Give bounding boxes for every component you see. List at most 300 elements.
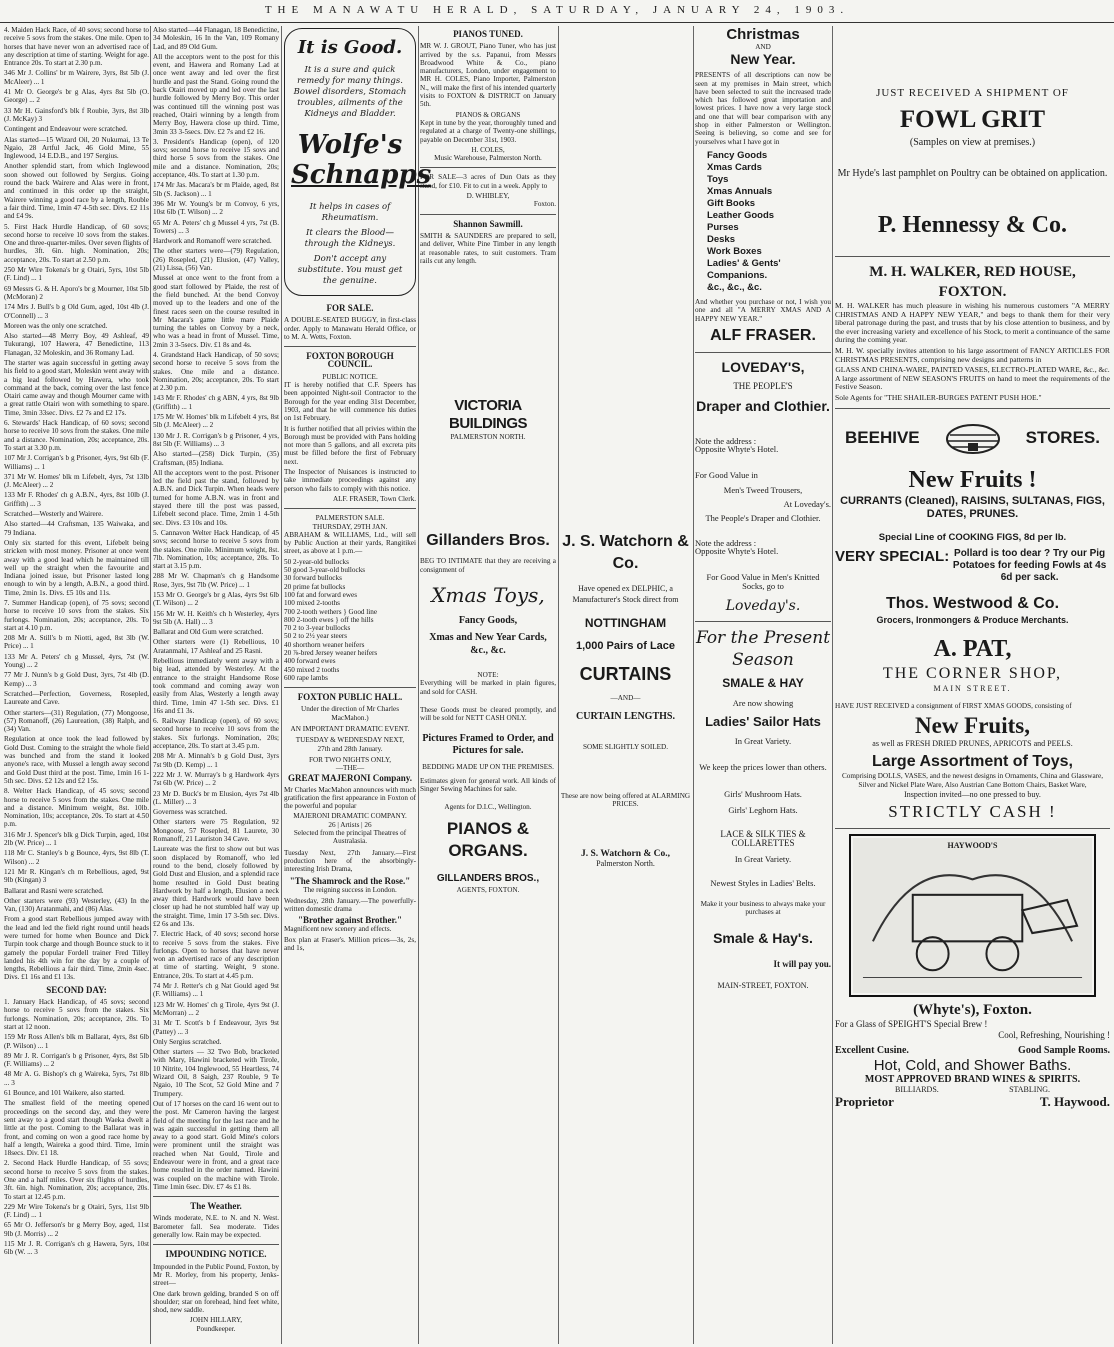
race-paragraph: 208 Mr A. Minnah's b g Gold Dust, 3yrs 7st 9lb (D. Kemp) ... 1: [153, 752, 279, 769]
haywood-coach-illustration: [849, 834, 1096, 997]
gillanders-bedding: BEDDING MADE UP ON THE PREMISES.: [422, 762, 554, 771]
walker-body-2: M. H. W. specially invites attention to his large assortment of FANCY ARTICLES FOR CHRISTMAS PRESENTS, comprising new designs and patterns in: [835, 345, 1110, 364]
stock-item: 50 good 3-year-old bullocks: [284, 566, 366, 575]
stock-item: 70 2 to 3-year bullocks: [284, 624, 351, 633]
race-paragraph: Hardwork and Romanoff were scratched.: [153, 237, 272, 246]
a-pat: A. PAT,: [933, 635, 1012, 662]
lovedays-opposite-2: Opposite Whyte's Hotel.: [695, 545, 779, 556]
stock-item: 100 mixed 2-tooths: [284, 599, 340, 608]
race-paragraph: 74 Mr J. Retter's ch g Nat Gould aged 9st (F. Williams) ... 1: [153, 982, 279, 999]
walker-glass: GLASS AND CHINA-WARE, PAINTED VASES, ELECTRO-PLATED WARE, &c., &c.: [835, 365, 1110, 375]
stock-item: 700 2-tooth wethers } Good line: [284, 607, 378, 616]
race-paragraph: 7. Electric Hack, of 40 sovs; second horse to receive 5 sovs from the stakes. Five furlongs. Open to horses that have never won an advertised race of any description at time of starting. Weight, 9 stone. Entrance, 20s. To start at 4.45 p.m.: [153, 930, 279, 980]
goods-item: Gift Books: [707, 197, 756, 209]
watchorn-title: J. S. Watchorn & Co.: [562, 533, 689, 572]
smale-name-2: Smale & Hay's.: [713, 930, 813, 947]
watchorn-soiled: SOME SLIGHTLY SOILED.: [582, 743, 669, 752]
divider: [835, 408, 1110, 409]
gillanders-cash: These Goods must be cleared promptly, and will be sold for NETT CASH ONLY.: [420, 705, 556, 723]
corner-shop: THE CORNER SHOP,: [882, 664, 1063, 682]
notice-text: The Inspector of Nuisances is instructed to take immediate proceedings against any person who fails to comply with this notice.: [284, 468, 416, 493]
gillanders-estimates: Estimates given for general work. All kinds of Singer Sewing Machines for sale.: [420, 776, 556, 794]
race-paragraph: 229 Mr Wire Tokena's br g Otairi, 5yrs, 11st 9lb (F. Lind) ... 1: [4, 1202, 149, 1220]
smale-belts: Newest Styles in Ladies' Belts.: [710, 878, 816, 889]
watchorn-pairs: 1,000 Pairs of Lace: [575, 640, 676, 652]
stock-item: 40 shorthorn weaner heifers: [284, 640, 365, 649]
smale-showing: Are now showing: [732, 697, 794, 708]
smale-leghorn: Girls' Leghorn Hats.: [728, 805, 798, 816]
race-paragraph: 156 Mr W. H. Keith's ch h Westerley, 4yrs 9st 5lb (A. Hall) ... 3: [153, 609, 279, 626]
gillanders-note-text: Everything will be marked in plain figures, and sold for CASH.: [420, 679, 556, 696]
race-paragraph: Other starters — 32 Two Bob, bracketed with Mary, Hawini bracketed with Tirole, 10 Nitrite, 104 Inglewood, 55 Heartless, 74 Wizard Oil, 8 Saigh, 237 Rouble, 9 Te Ngaio, 10 The Scot, 52 Gold Mine and 7 Trumpery.: [153, 1048, 279, 1098]
smale-lace: LACE & SILK TIES & COLLARETTES: [720, 829, 806, 848]
race-results-day-one: [4, 26, 149, 982]
lovedays-trousers: Men's Tweed Trousers,: [723, 484, 803, 495]
goods-item: Desks: [707, 233, 735, 245]
race-paragraph: All the acceptors went to the post. Prisoner led the field past the stand, followed by A.B.N. and Dick Turpin. When heads were turned for home A.B.N. was in front and stayed there till the post was passed, Lifebelt second place. Time, 2min 1 4-5th sec. Divs. £3 10s and 10s.: [153, 468, 279, 527]
race-paragraph: Scratched—Perfection, Governess, Rosepled, Laureate and Cave.: [4, 689, 149, 707]
stock-item: 30 forward bullocks: [284, 574, 342, 583]
poundkeeper-name: JOHN HILLARY,: [189, 1316, 243, 1325]
stock-item: 600 rape lambs: [284, 673, 328, 682]
race-paragraph: 159 Mr Ross Allen's blk m Ballarat, 4yrs, 8st 6lb (P. Wilson) ... 1: [4, 1033, 149, 1050]
oats-sale: FOR SALE—3 acres of Dun Oats as they stand, for £10. Fit to cut in a week. Apply to: [420, 173, 556, 190]
hall-wednesday: Wednesday, 28th January.—The powerfully-written domestic drama: [284, 896, 416, 914]
hall-london: The reigning success in London.: [303, 885, 397, 894]
stock-item: 400 forward ewes: [284, 657, 336, 666]
race-paragraph: 4. Maiden Hack Race, of 40 sovs; second horse to receive 5 sovs from the stakes. One mile. Open to horses that have never won an advertised race of any description at time of starting. Weight for age. Entrance 20s. To start at 2.30 p.m.: [4, 26, 149, 68]
cuisine-row: [835, 1047, 1110, 1055]
haywoods-sign: HAYWOOD'S: [947, 841, 998, 851]
hall-dates-2: 27th and 28th January.: [317, 744, 383, 753]
race-paragraph: 115 Mr J. R. Corrigan's ch g Hawera, 5yrs, 10st 6lb (W. ... 3: [4, 1240, 149, 1257]
race-paragraph: 346 Mr J. Collins' br m Wairere, 3yrs, 8st 5lb (J. McAleer) ... 1: [4, 69, 149, 86]
hennessy: P. Hennessy & Co.: [877, 212, 1068, 238]
hall-company-2: MAJERONI DRAMATIC COMPANY.: [293, 812, 407, 821]
speights: For a Glass of SPEIGHT'S Special Brew !: [835, 1019, 988, 1030]
westwood-grocers: Grocers, Ironmongers & Produce Merchants.: [876, 614, 1069, 625]
smale-variety-2: In Great Variety.: [734, 853, 792, 864]
hall-nights: FOR TWO NIGHTS ONLY,: [308, 755, 392, 764]
gillanders-pianos: PIANOS & ORGANS.: [446, 818, 530, 860]
impounding-heading: IMPOUNDING NOTICE.: [165, 1249, 267, 1260]
race-paragraph: Only Sergius scratched.: [153, 1037, 222, 1046]
watchorn-column: [560, 26, 691, 1344]
pianos-text-2: Kept in tune by the year, thoroughly tuned and regulated at a charge of Twenty-one shillings, payable on December 31st, 1903.: [420, 118, 556, 144]
sale-heading: PALMERSTON SALE.: [315, 514, 385, 523]
race-results-continued: [153, 26, 279, 1191]
christmas-newyear: New Year.: [730, 51, 796, 68]
race-paragraph: Moreen was the only one scratched.: [4, 321, 108, 330]
goods-item: Leather Goods: [707, 209, 775, 221]
race-paragraph: 5. Cannavon Welter Hack Handicap, of 45 sovs; second horse to receive 5 sovs from the stakes. One mile. Minimum weight, 8st. 7lb. Nomination, 10s; acceptance, 20s. To start at 3.15 p.m.: [153, 528, 279, 571]
race-paragraph: 69 Messrs G. & H. Aporo's br g Mourner, 10st 5lb (McMoran) 2: [4, 284, 149, 301]
divider: [284, 687, 416, 688]
spacer: [420, 441, 556, 531]
lovedays-note: Note the address :: [695, 435, 757, 446]
goods-item: Xmas Annuals: [707, 185, 773, 197]
race-paragraph: 61 Bounce, and 101 Waikere, also started.: [4, 1089, 125, 1098]
hall-body: Mr Charles MacMahon announces with much gratification the first appearance in Foxton of the powerful and popular: [284, 785, 416, 811]
fowl-grit: FOWL GRIT: [899, 106, 1046, 133]
for-sale-text: A DOUBLE-SEATED BUGGY, in first-class order. Apply to Manawatu Herald Office, or to M. A. Wetts, Foxton.: [284, 316, 416, 341]
goods-item: Xmas Cards: [707, 161, 762, 173]
divider: [420, 167, 556, 168]
oats-town: Foxton.: [533, 200, 556, 209]
hall-selected: Selected from the principal Theatres of Australasia.: [293, 829, 407, 846]
proprietor-row: [835, 1094, 1110, 1110]
fowl-grit-samples: (Samples on view at premises.): [909, 137, 1036, 148]
race-paragraph: The other starters were—(79) Regulation, (26) Rosepled, (21) Elusion, (47) Valley, (21) Lissa, (56) Van.: [153, 247, 279, 273]
race-results-column-2: [153, 26, 279, 1344]
race-paragraph: 371 Mr W. Homes' blk m Lifebelt, 4yrs, 7st 13lb (J. McAleer) ... 2: [4, 472, 149, 490]
stock-item: 20 prime fat bullocks: [284, 582, 346, 591]
race-paragraph: 175 Mr W. Homes' blk m Lifebelt 4 yrs, 8st 5lb (J. McAleer) ... 2: [153, 413, 279, 430]
race-paragraph: Also started—44 Craftsman, 135 Waiwaka, and 79 Indiana.: [4, 520, 149, 537]
beehive-left: BEEHIVE: [845, 427, 920, 447]
proprietor-label: Proprietor: [835, 1094, 894, 1110]
spacer: [560, 26, 691, 531]
race-paragraph: 153 Mr O. George's br g Alas, 4yrs 9st 6lb (T. Wilson) ... 2: [153, 591, 279, 608]
race-paragraph: All the acceptors went to the post for this event, and Hawera and Romany Lad at once went away and led over the first hurdle and past the Stand. Going round the back Otairi moved up and led over the last hurdle followed by Merry Boy. This order was continued till the winning post was reached, Otairi winning by a length from Merry Boy, Hawera close up third. Time, 3min 33 3-5secs. Div. £2 7s and £2 16.: [153, 52, 279, 136]
race-paragraph: 174 Mr Jas. Macara's br m Plaide, aged, 8st 5lb (S. Jackson) ... 1: [153, 181, 279, 198]
race-paragraph: 250 Mr Wire Tokena's br g Otairi, 5yrs, 10st 5lb (F. Lind) ... 1: [4, 266, 149, 283]
pianos-address: Music Warehouse, Palmerston North.: [434, 154, 542, 163]
proprietor-name: T. Haywood.: [1039, 1094, 1110, 1110]
coach-icon: [853, 838, 1092, 993]
race-results-day-two: [4, 998, 149, 1257]
beehive-right: STORES.: [1025, 427, 1100, 447]
masthead: THE MANAWATU HERALD, SATURDAY, JANUARY 24, 1903.: [264, 4, 850, 16]
alf-fraser: ALF FRASER.: [710, 326, 816, 344]
walker-agents: Sole Agents for "THE SHAILER-BURGES PATENT PUSH HOE.": [835, 392, 1042, 402]
race-paragraph: 121 Mr R. Kingan's ch m Rebellious, aged, 9st 9lb (Kingan) 3: [4, 867, 149, 885]
race-paragraph: 133 Mr F. Rhodes' ch g A.B.N., 4yrs, 8st 10lb (J. Griffith) ... 3: [4, 491, 149, 508]
sale-date: THURSDAY, 29TH JAN.: [312, 522, 388, 531]
lovedays-people: THE PEOPLE'S: [733, 380, 793, 391]
race-paragraph: Other starters—(31) Regulation, (77) Mongoose, (57) Romanoff, (26) Laureation, (38) Ralph, and (34) Van.: [4, 708, 149, 734]
race-paragraph: 107 Mr J. Corrigan's b g Prisoner, 4yrs, 9st 6lb (F. Williams) ... 1: [4, 454, 149, 471]
sale-text: ABRAHAM & WILLIAMS, Ltd., will sell by Public Auction at their yards, Rangitikei street, as above at 1 p.m.—: [284, 530, 416, 556]
gillanders-name: GILLANDERS BROS.,: [436, 872, 540, 884]
pollard-text: Pollard is too dear ? Try our Pig Potatoes for feeding Fowls at 4s 6d per sack.: [952, 547, 1107, 583]
race-paragraph: The smallest field of the meeting opened proceedings on the second day, and they were sent away to a good start though Waeka dwelt a little at the post. Coming to the Ballarat was in front, and coming on won a good race home by half a length, Waireka a good third. Time, 1min 18secs. Div. £1 18.: [4, 1099, 149, 1158]
gillanders-cards: Xmas and New Year Cards, &c., &c.: [429, 632, 547, 657]
smale-hats: Ladies' Sailor Hats: [705, 714, 821, 730]
gillanders-pictures: Pictures Framed to Order, and Pictures for sale.: [422, 732, 554, 756]
stock-item: 50 2 to 2½ year steers: [284, 632, 348, 641]
hall-box-plan: Box plan at Fraser's. Million prices—3s, 2s, and 1s,: [284, 935, 416, 952]
cuisine: Excellent Cusine.: [835, 1045, 909, 1057]
column-rule: [418, 26, 419, 1344]
race-paragraph: Rebellious immediately went away with a big lead, attended by Westerley. At the entrance to the straight Handsome Rose took command and coming away won easily from Alas, Westerly a length away third. Time, 1min 47 1-5th sec. Divs. £1 16s and £1 3s.: [153, 657, 279, 715]
christmas-body: PRESENTS of all descriptions can now be seen at my premises in Main street, which have been selected to suit the increased trade which has followed great importation and lowest prices. I have now a very large stock and one that will bear comparison with any shop in either Palmerston or Wellington. Seeing is believing, so come and see for yourselves what I have got in: [695, 71, 831, 146]
goods-item: Toys: [707, 173, 729, 185]
oats-name: D. WHIBLEY,: [466, 192, 510, 201]
hyde-pamphlet: Mr Hyde's last pamphlet on Poultry can be obtained on application.: [837, 168, 1108, 179]
notice-heading: PUBLIC NOTICE.: [322, 372, 378, 381]
race-paragraph: 33 Mr H. Gainsford's blk f Roubie, 3yrs, 8st 3lb (J. McKay) 3: [4, 106, 149, 123]
race-paragraph: 6. Railway Handicap (open), of 60 sovs; second horse to receive 10 sovs from the stakes. Six furlongs. Nomination, 20s; acceptance, 20s. To start at 3.45 p.m.: [153, 717, 279, 751]
goods-item: Work Boxes: [707, 245, 762, 257]
victoria-town: PALMERSTON NORTH.: [450, 433, 526, 442]
watchorn-nottingham: NOTTINGHAM: [584, 616, 667, 630]
council-heading: FOXTON BOROUGH COUNCIL.: [306, 351, 394, 370]
gillanders-fancy: Fancy Goods,: [458, 615, 518, 627]
lovedays-go: Loveday's.: [725, 597, 801, 614]
stock-item: 800 2-tooth ewes } off the hills: [284, 615, 374, 624]
race-paragraph: Contingent and Endeavour were scratched.: [4, 125, 128, 134]
race-paragraph: 7. Summer Handicap (open), of 75 sovs; second horse to receive 10 sovs from the stakes. Six furlongs. Nomination, 20s; acceptance, 20s. To start at 4.10 p.m.: [4, 599, 149, 632]
new-fruits-2: New Fruits,: [915, 713, 1030, 739]
sample-rooms: Good Sample Rooms.: [1018, 1045, 1110, 1057]
gillanders-agents: Agents for D.I.C., Wellington.: [444, 803, 532, 812]
gillanders-title: Gillanders Bros.: [426, 532, 550, 550]
hall-artists: 26 | Artists | 26: [328, 820, 372, 829]
race-paragraph: 2. Second Hack Hurdle Handicap, of 55 sovs; second horse to receive 5 sovs from the stakes. One and a half miles. Over six flights of hurdles, 3ft. 6in. high. Nomination, 20s; acceptance, 20s. To start at 12.45 p.m.: [4, 1159, 149, 1201]
column-rule: [693, 26, 694, 1344]
race-paragraph: From a good start Rebellious jumped away with the lead and led the field right round until heads were turned for home when Bounce and Dick Turpin took charge and though Bounce stuck to it gamely the popular Fordell trainer Fred Tilley landed his 4th win for the day by a couple of lengths, Rebellious a fair third. Time, 2min 4sec. Divs. £1 16s and £1 13s.: [4, 915, 149, 982]
race-paragraph: 143 Mr F. Rhodes' ch g ABN, 4 yrs, 8st 9lb (Griffith) ... 1: [153, 394, 279, 411]
cool-refreshing: Cool, Refreshing, Nourishing !: [998, 1030, 1110, 1041]
christmas-and: AND: [755, 43, 771, 51]
watchorn-curtains: CURTAINS: [579, 664, 672, 684]
race-paragraph: Regulation at once took the lead followed by Gold Dust. Coming to the straight the whole field was bunched and from the stand it looked anyone's race, with Mussel a length away second and Gold Dust third at the post. Time, 1min 16 1-5th sec. Divs. £2 12s and £2 15s.: [4, 735, 149, 785]
smale-for-the-present: For the Present: [695, 627, 831, 648]
ad-headline: It is Good.: [297, 37, 403, 58]
sawmill-heading: Shannon Sawmill.: [453, 218, 523, 229]
spacer: [835, 26, 1110, 86]
poundkeeper-role: Poundkeeper.: [196, 1324, 236, 1333]
race-paragraph: Other starters were (1) Rebellious, 10 Aratanmahi, 17 Ashleaf and 25 Rasni.: [153, 638, 279, 655]
lovedays-note-2: Note the address :: [695, 537, 757, 548]
wines-spirits: MOST APPROVED BRAND WINES & SPIRITS.: [864, 1073, 1081, 1085]
walker-title: M. H. WALKER, RED HOUSE, FOXTON.: [869, 264, 1076, 300]
pianos-organs: PIANOS & ORGANS: [455, 110, 521, 119]
weather-heading: The Weather.: [190, 1201, 242, 1212]
smale-name: SMALE & HAY: [722, 675, 804, 690]
dried-fruits: as well as FRESH DRIED PRUNES, APRICOTS and PEELS.: [872, 739, 1073, 749]
watchorn-name: J. S. Watchorn & Co.,: [580, 849, 671, 860]
pat-received: HAVE JUST RECEIVED a consignment of FIRST XMAS GOODS, consisting of: [835, 701, 1072, 710]
smale-pay: It will pay you.: [773, 959, 831, 970]
lovedays-at: At Loveday's.: [783, 499, 831, 510]
beehive-header: [845, 419, 1100, 457]
race-paragraph: Laureate was the first to show out but was soon displaced by Romanoff, who led round to the bend, closely followed by Gold Dust and Elusion, and a splendid race home resulted in Gold Dust beating Hardwork by half a length, Elusion a neck away third. Hardwork would have been closer up had he not stumbled half way up the straight. Time, 1min 17 3-5th sec. Divs. £2 6s and 13s.: [153, 845, 279, 928]
race-paragraph: 3. President's Handicap (open), of 120 sovs; second horse to receive 15 sovs and third horse 5 sovs from the stakes. One mile and a distance. Nomination, 20s; acceptance, 40s. To start at 1.30 p.m.: [153, 137, 279, 180]
notice-text: It is further notified that all privies within the Borough must be provided with Pans holding not more than 5 gallons, and all excreta pits must be filled before the first of February next.: [284, 424, 416, 466]
very-special-label: VERY SPECIAL:: [835, 547, 950, 565]
divider: [153, 1244, 279, 1245]
stock-item: 20 ⅞-bred Jersey weaner heifers: [284, 648, 378, 657]
divider: [284, 346, 416, 347]
top-rule: [0, 22, 1114, 23]
wolfes-schnapps-ad: [284, 28, 432, 296]
ad-body: It is a sure and quick remedy for many things. Bowel disorders, Stomach troubles, ailments of the Kidneys and Bladder.: [293, 65, 407, 119]
hall-dates: TUESDAY & WEDNESDAY NEXT,: [295, 736, 405, 745]
toys-description: Comprising DOLLS, VASES, and the newest designs in Ornaments, China and Glassware, Silver and Nickel Plate Ware, Also Austrian Cane Bottom Chairs, Basket Ware,: [841, 772, 1104, 789]
notices-column: [284, 26, 432, 1344]
lovedays-opposite: Opposite Whyte's Hotel.: [695, 444, 779, 455]
smale-prices: We keep the prices lower than others.: [699, 762, 827, 773]
ad-body: It helps in cases of Rheumatism.: [309, 202, 391, 223]
watchorn-intro: Have opened ex DELPHIC, a Manufacturer's Stock direct from: [572, 584, 679, 604]
race-paragraph: 41 Mr O. George's br g Alas, 4yrs 8st 5lb (O. George) ... 2: [4, 88, 149, 105]
goods-item: Fancy Goods: [707, 149, 768, 161]
race-results-column-1: [4, 26, 149, 1344]
stock-item: 50 2-year-old bullocks: [284, 557, 349, 566]
hall-scenery: Magnificent new scenery and effects.: [284, 925, 392, 934]
race-paragraph: 118 Mr C. Stanley's b g Bounce, 4yrs, 9st 8lb (T. Wilson) ... 2: [4, 849, 149, 866]
watchorn-lengths: CURTAIN LENGTHS.: [576, 711, 675, 723]
race-paragraph: 174 Mrs J. Bull's b g Old Gum, aged, 10st 4lb (J. O'Connell) ... 3: [4, 303, 149, 320]
lovedays-value: For Good Value in: [695, 470, 758, 481]
race-paragraph: Also started—44 Flanagan, 18 Benedictine, 34 Moleskin, 16 In the Van, 109 Romany Lad, and 89 Old Gum.: [153, 26, 279, 51]
wide-ads-column: [835, 26, 1110, 1344]
ad-body: It clears the Blood—through the Kidneys.: [304, 228, 396, 249]
inspection: Inspection invited—no one pressed to buy.: [904, 790, 1041, 800]
race-paragraph: 130 Mr J. R. Corrigan's b g Prisoner, 4 yrs, 8st 5lb (F. Williams) ... 3: [153, 431, 279, 448]
column-rule: [150, 26, 151, 1344]
column-rule: [558, 26, 559, 1344]
beehive-icon: [938, 419, 1008, 457]
stabling: STABLING.: [1009, 1084, 1050, 1094]
race-paragraph: Only six started for this event, Lifebelt being stricken with most money. Prisoner at once went away with a good lead which he maintained till well up the straight when the favourite and Indiana joined issue, but Prisoner lasted long enough to win by a length, A.B.N., a good third. Time, 2min 1s. Divs. £5 10s and 11s.: [4, 538, 149, 597]
lovedays-draper: Draper and Clothier.: [696, 397, 830, 414]
hall-play-1: "The Shamrock and the Rose.": [289, 875, 411, 886]
column-rule: [832, 26, 833, 1344]
race-paragraph: Also started—48 Merry Boy, 49 Ashleaf, 49 Tukurangi, 107 Hawera, 47 Benedictine, 113 Flanagan, 32 Moleskin, and 36 Romany Lad.: [4, 332, 149, 357]
second-day-heading: SECOND DAY:: [46, 984, 107, 995]
cooking-figs: Special Line of COOKING FIGS, 8d per lb.: [878, 531, 1067, 543]
christmas-title: Christmas: [726, 26, 800, 43]
race-paragraph: 123 Mr W. Homes' ch g Tirole, 4yrs 9st (J. McMorran) ... 2: [153, 1000, 279, 1017]
strictly-cash: STRICTLY CASH !: [888, 802, 1057, 822]
divider: [695, 352, 831, 353]
impounding-text: Impounded in the Public Pound, Foxton, by Mr R. Morley, from his property, Jenks-street—: [153, 1262, 279, 1288]
gillanders-town: AGENTS, FOXTON.: [456, 885, 520, 894]
stock-item: 450 mixed 2 tooths: [284, 665, 340, 674]
hall-play-2: "Brother against Brother.": [298, 915, 402, 926]
gillanders-note: NOTE:: [477, 671, 499, 680]
race-paragraph: 1. January Hack Handicap, of 45 sovs; second horse to receive 5 sovs from the stakes. Six furlongs. Nomination, 20s; acceptance, 20s. To start at 12 noon.: [4, 998, 149, 1031]
hall-the: —THE—: [335, 764, 365, 773]
lovedays-title: LOVEDAY'S,: [721, 358, 805, 375]
race-paragraph: 65 Mr O. Jefferson's br g Merry Boy, aged, 11st 9lb (J. Morris) ... 2: [4, 1221, 149, 1238]
stock-item: 100 fat and forward ewes: [284, 590, 358, 599]
race-paragraph: 316 Mr J. Spencer's blk g Dick Turpin, aged, 10st 2lb (W. Price) ... 1: [4, 830, 149, 848]
divider: [835, 256, 1110, 257]
race-paragraph: Ballarat and Old Gum were scratched.: [153, 628, 264, 637]
lovedays-people-draper: The People's Draper and Clothier.: [705, 513, 821, 524]
watchorn-offer: These are now being offered at ALARMING PRICES.: [560, 791, 691, 808]
divider: [835, 828, 1110, 829]
race-paragraph: 31 Mr T. Scott's b f Endeavour, 3yrs 9st (Pattey) ... 3: [153, 1019, 279, 1036]
race-paragraph: 4. Grandstand Hack Handicap, of 50 sovs; second horse to receive 5 sovs from the stakes. One mile and a distance. Nomination, 20s; acceptance, 20s. To start at 2.30 p.m.: [153, 350, 279, 393]
race-paragraph: 23 Mr D. Buck's br m Elusion, 4yrs 7st 4lb (L. Miller) ... 3: [153, 789, 279, 806]
toys-heading: Large Assortment of Toys,: [872, 753, 1073, 771]
lovedays-socks: For Good Value in Men's Knitted Socks, go to: [706, 572, 820, 591]
christmas-goods-list: [707, 150, 831, 294]
race-paragraph: Ballarat and Rasni were scratched.: [4, 886, 104, 895]
gillanders-intro: BEG TO INTIMATE that they are receiving a consignment of: [420, 557, 556, 574]
race-paragraph: 6. Stewards' Hack Handicap, of 60 sovs; second horse to receive 10 sovs from the stakes. One mile and a distance. Nomination, 20s; acceptance, 20s. To start at 3.30 p.m.: [4, 419, 149, 452]
race-paragraph: Other starters were 75 Regulation, 92 Mongoose, 57 Rosepled, 81 Laurete, 30 Romanoff, 21 Lauriston 34 Cave.: [153, 818, 279, 844]
race-paragraph: 77 Mr J. Nunn's b g Gold Dust, 3yrs, 7st 4lb (D. Kemp) ... 3: [4, 671, 149, 688]
goods-item: &c., &c., &c.: [707, 281, 762, 293]
goods-item: Ladies' & Gents' Companions.: [707, 257, 781, 281]
smale-make: Make it your business to always make your purchases at: [700, 899, 826, 916]
billiards: BILLIARDS.: [895, 1084, 939, 1094]
for-sale-heading: FOR SALE.: [326, 303, 374, 313]
race-paragraph: 89 Mr J. R. Corrigan's b g Prisoner, 4yrs, 8st 5lb (F. Williams) ... 2: [4, 1051, 149, 1069]
race-paragraph: 5. First Hack Hurdle Handicap, of 60 sovs; second horse to receive 10 sovs from the stakes. One and three-quarter-miles. Over seven flights of hurdles, 3ft. 6in. high. Nomination, 20s; acceptance, 20s. To start at 2.50 p.m.: [4, 222, 149, 264]
new-fruits-heading: New Fruits !: [908, 466, 1037, 493]
ads-column-pianos: [420, 26, 556, 1344]
race-paragraph: Also started—(258) Dick Turpin, (35) Craftsman, (85) Indiana.: [153, 450, 279, 467]
goods-item: Purses: [707, 221, 739, 233]
race-paragraph: Governess was scratched.: [153, 808, 228, 817]
divider: [153, 1196, 279, 1197]
divider: [695, 621, 831, 622]
impounding-description: One dark brown gelding, branded S on off shoulder; star on forehead, hind feet white, shod, new saddle.: [153, 1289, 279, 1315]
hall-heading: FOXTON PUBLIC HALL.: [297, 692, 403, 703]
whytes-foxton: (Whyte's), Foxton.: [913, 1002, 1032, 1019]
baths: Hot, Cold, and Shower Baths.: [873, 1056, 1072, 1074]
christmas-wish: And whether you purchase or not, I wish you one and all "A MERRY XMAS AND A HAPPY NEW YEAR.": [695, 297, 831, 323]
column-rule: [281, 26, 282, 1344]
hall-subheading: Under the direction of Mr Charles MacMahon.): [301, 705, 399, 722]
main-street: MAIN STREET.: [933, 683, 1012, 693]
victoria-buildings: VICTORIA BUILDINGS: [449, 397, 527, 433]
hall-tuesday: Tuesday Next, 27th January.—First production here of the absorbingly-interesting Irish Drama,: [284, 848, 416, 874]
retail-ads-column: [695, 26, 831, 1344]
race-paragraph: The starter was again successful in getting away his field to a good start, Moleskin went away with a big lead followed by Hawera, who took command at the back, coming over the last fence Otairi came away and though Mourner came with a great rattle Otairi won with something to spare. Time, 3min 33sec. Divs. £2 7s and £2 17s.: [4, 358, 149, 417]
ad-brand-line-2: Schnapps: [291, 160, 432, 190]
divider: [420, 214, 556, 215]
divider: [284, 508, 416, 509]
smale-address: MAIN-STREET, FOXTON.: [717, 981, 809, 991]
race-paragraph: Alas started—15 Wizard Oil, 20 Nukumai, 13 Te Ngaio, 28 Artful Jack, 46 Gold Mine, 55 Inglewood, 14 E.D.B., and 197 Sergius.: [4, 135, 149, 161]
walker-body: M. H. WALKER has much pleasure in wishing his numerous customers "A MERRY CHRISTMAS AND A HAPPY NEW YEAR," and begs to thank them for their very liberal patronage during the past, and trusts that by his close attention to business, and by the ever increasing variety and excellence of his Stock, to merit a continuance of the same during the coming year.: [835, 301, 1110, 345]
race-paragraph: 208 Mr A. Still's b m Niotti, aged, 8st 3lb (W. Price) ... 1: [4, 634, 149, 651]
race-paragraph: Another splendid start, from which Inglewood soon showed out followed by Sergius. Going round the back Wairere and Alas were in front, and continued in this order up the straight, Wairere winning a good race by a length, Rouble a fair third. Time, 1min 47 4-5th sec. Divs. £2 11s and £4 9s.: [4, 162, 149, 221]
notice-text: IT is hereby notified that C.F. Speers has been appointed Night-soil Contractor to the Borough for the year ending 31st December, 1903, and that he will commence his duties on 1st February.: [284, 381, 416, 423]
stock-list: [284, 558, 416, 682]
watchorn-town: Palmerston North.: [596, 859, 655, 869]
ad-brand-line-1: Wolfe's: [297, 130, 403, 160]
smale-mushroom: Girls' Mushroom Hats.: [724, 788, 802, 799]
watchorn-and: —AND—: [610, 694, 641, 702]
race-paragraph: 8. Welter Hack Handicap, of 45 sovs; second horse to receive 5 sovs from the stakes. One mile and a distance. Minimum weight, 8st. 10lb. Nomination, 10s; acceptance, 20s. To start at 4.50 p.m.: [4, 787, 149, 829]
currants: CURRANTS (Cleaned), RAISINS, SULTANAS, FIGS, DATES, PRUNES.: [840, 494, 1105, 520]
very-special: [835, 548, 1110, 584]
race-paragraph: 396 Mr W. Young's br m Convoy, 6 yrs, 10st 6lb (T. Wilson) ... 2: [153, 199, 279, 217]
race-paragraph: 48 Mr A. G. Bishop's ch g Waireka, 5yrs, 7st 8lb ... 3: [4, 1070, 149, 1087]
race-paragraph: 222 Mr J. W. Murray's b g Hardwork 4yrs 7st 6lb (W. Price) ... 2: [153, 770, 279, 788]
race-paragraph: 65 Mr A. Peters' ch g Mussel 4 yrs, 7st (B. Towers) ... 3: [153, 218, 279, 235]
hall-company: GREAT MAJERONI Company.: [288, 772, 412, 783]
sawmill-text: SMITH & SAUNDERS are prepared to sell, and deliver, White Pine Timber in any length at reasonable rates, to suit customers. Tram rails cut any length.: [420, 231, 556, 265]
just-received: JUST RECEIVED A SHIPMENT OF: [876, 87, 1069, 99]
westwood-title: Thos. Westwood & Co.: [885, 594, 1060, 612]
smale-season: Season: [732, 649, 794, 670]
race-paragraph: 133 Mr A. Peters' ch g Mussel, 4yrs, 7st (W. Young) ... 2: [4, 652, 149, 670]
race-paragraph: Mussel at once went to the front from a good start followed by Plaide, the rest of the field bunched. At the bend Convoy moved up to the leaders and one of the finest races seen on the course resulted in Mr Macara's game little mare Plaide turning the tables on Convoy by a neck, who was a head in front of Mussel. Time, 2min 3 3-5secs. Div. £1 8s and 4s.: [153, 274, 279, 349]
race-paragraph: Other starters were (93) Westerley, (43) In the Van, (130) Aratanmahi, and (86) Alas.: [4, 896, 149, 914]
hall-event: AN IMPORTANT DRAMATIC EVENT.: [290, 725, 410, 734]
weather-text: Winds moderate, N.E. to N. and N. West. Barometer fall. Sea moderate. Tides generally low. Rain may be expected.: [153, 1214, 279, 1240]
